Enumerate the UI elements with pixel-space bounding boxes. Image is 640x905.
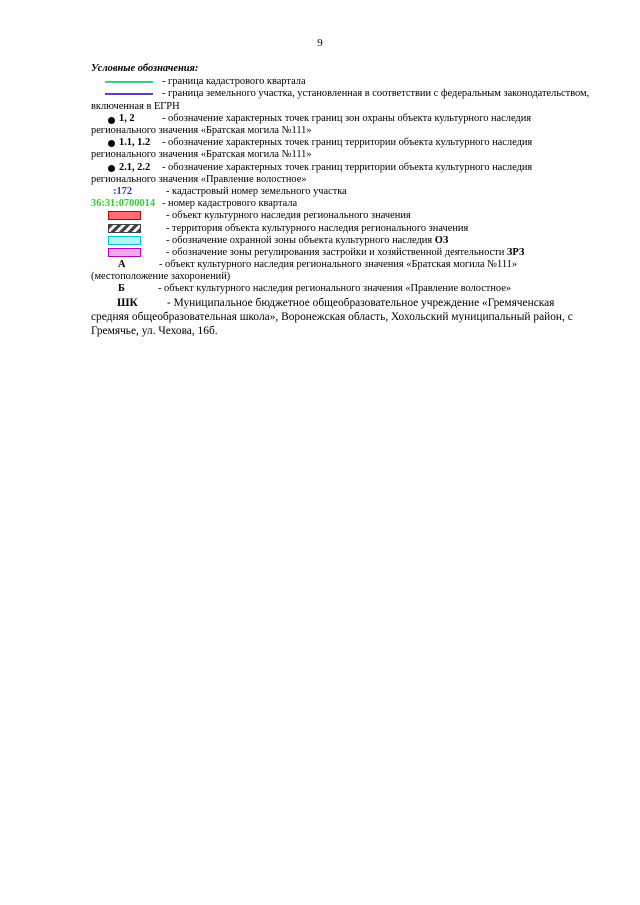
heritage-territory-text: - территория объекта культурного наследия регионального значения <box>166 222 469 234</box>
cadastral-number-text: - кадастровый номер земельного участка <box>166 185 347 197</box>
legend-row-regulation-zone <box>91 247 611 259</box>
legend-row-points-zone <box>91 113 611 125</box>
heritage-object-text: - объект культурного наследия регионального значения <box>166 210 411 222</box>
object-a-text: - объект культурного наследия регионального значения «Братская могила №111» <box>159 259 518 271</box>
red-fill-swatch <box>108 211 141 220</box>
protection-zone-text-main: - обозначение охранной зоны объекта культурного наследия <box>166 234 435 246</box>
points-mogila-text-cont: регионального значения «Братская могила №111» <box>91 149 312 161</box>
legend-row-quarter-number <box>91 198 611 210</box>
regulation-zone-abbr: ЗРЗ <box>506 246 525 258</box>
green-line-symbol <box>105 81 153 83</box>
points-zone-label: 1, 2 <box>119 112 135 124</box>
protection-zone-abbr: ОЗ <box>434 234 449 246</box>
points-zone-text: - обозначение характерных точек границ зон охраны объекта культурного наследия <box>162 112 532 124</box>
quarter-number-label: 36:31:0700014 <box>91 198 156 210</box>
school-text: - Муниципальное бюджетное общеобразовательное учреждение «Гремяченская <box>167 296 555 309</box>
plot-border-text-cont: включенная в ЕГРН <box>91 100 180 112</box>
points-zone-text-cont: регионального значения «Братская могила №111» <box>91 124 312 136</box>
regulation-zone-text <box>166 247 524 259</box>
quarter-border-text: - граница кадастрового квартала <box>162 76 306 88</box>
bullet-point-icon <box>108 117 115 124</box>
points-pravlenie-label: 2.1, 2.2 <box>119 161 151 173</box>
legend <box>91 63 611 338</box>
hatched-swatch <box>108 224 141 233</box>
legend-heading: Условные обозначения: <box>91 63 199 74</box>
legend-row-points-mogila <box>91 137 611 149</box>
legend-row-object-a <box>91 259 611 271</box>
object-b-letter: Б <box>118 283 125 295</box>
legend-row-cadastral-number <box>91 186 611 198</box>
points-pravlenie-text: - обозначение характерных точек границ территории объекта культурного наследия <box>162 161 533 173</box>
legend-row-quarter-border <box>91 76 611 88</box>
school-text-cont: средняя общеобразовательная школа», Воронежская область, Хохольский муниципальный район, с <box>91 310 573 323</box>
school-abbr: ШК <box>117 296 138 309</box>
object-a-text-cont: (местоположение захоронений) <box>91 271 231 283</box>
bullet-point-icon <box>108 140 115 147</box>
school-text-cont-2: Гремячье, ул. Чехова, 16б. <box>91 324 218 337</box>
legend-row-heritage-object <box>91 210 611 222</box>
pink-fill-swatch <box>108 248 141 257</box>
legend-row-object-b <box>91 283 611 295</box>
legend-row-heritage-territory <box>91 223 611 235</box>
legend-row-school <box>91 296 611 310</box>
cadastral-number-label: :172 <box>113 185 133 197</box>
legend-row-plot-border <box>91 88 611 100</box>
points-mogila-text: - обозначение характерных точек границ территории объекта культурного наследия <box>162 137 533 149</box>
cyan-fill-swatch <box>108 236 141 245</box>
points-pravlenie-text-cont: регионального значения «Правление волостное» <box>91 173 307 185</box>
object-a-letter: А <box>118 259 126 271</box>
page-number: 9 <box>317 37 323 49</box>
object-b-text: - объект культурного наследия регионального значения «Правление волостное» <box>158 283 512 295</box>
legend-row-points-pravlenie <box>91 162 611 174</box>
points-mogila-label: 1.1, 1.2 <box>119 137 151 149</box>
legend-row-protection-zone <box>91 235 611 247</box>
regulation-zone-text-main: - обозначение зоны регулирования застройки и хозяйственной деятельности <box>166 246 507 258</box>
protection-zone-text <box>166 235 448 247</box>
purple-line-symbol <box>105 93 153 95</box>
plot-border-text: - граница земельного участка, установленная в соответствии с федеральным законодательством, <box>162 88 590 100</box>
quarter-number-text: - номер кадастрового квартала <box>162 198 298 210</box>
bullet-point-icon <box>108 165 115 172</box>
